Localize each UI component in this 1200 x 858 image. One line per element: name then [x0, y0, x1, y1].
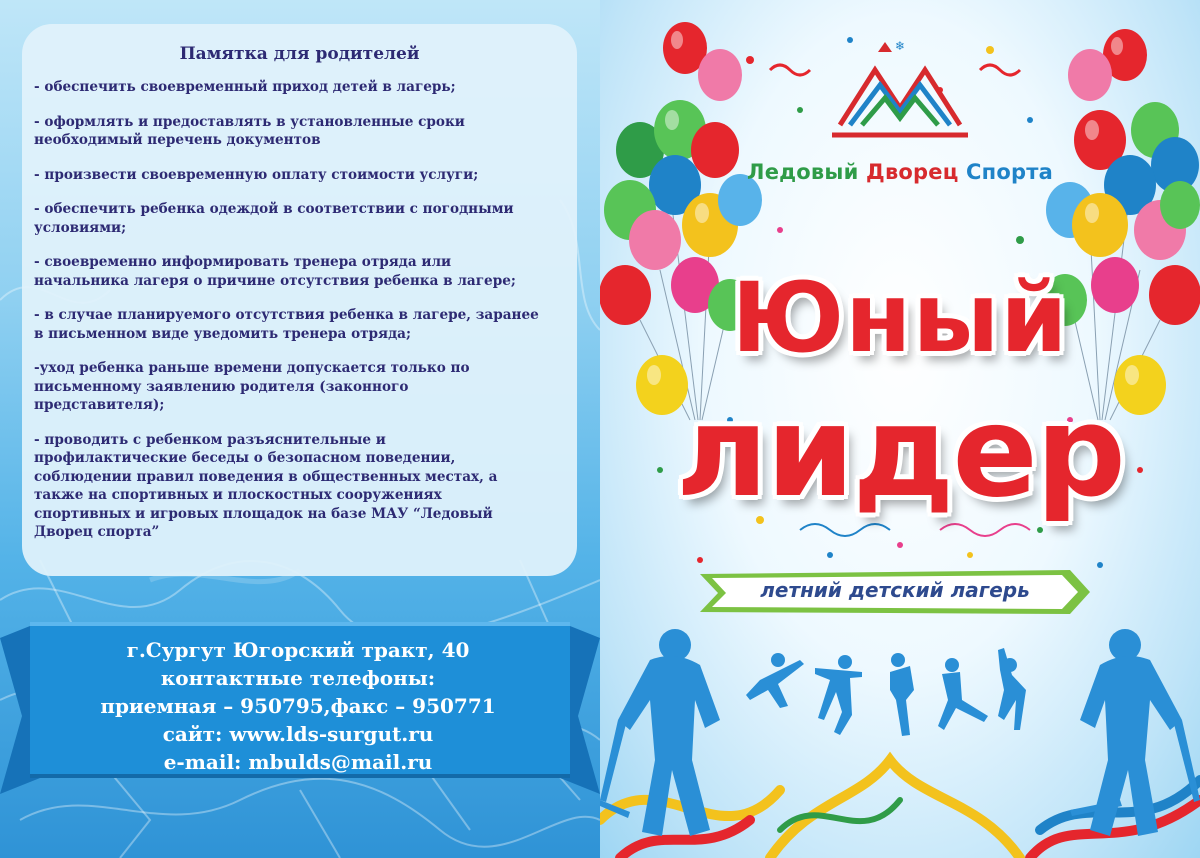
svg-text:❄: ❄ — [894, 39, 906, 53]
logo-mountain-icon — [832, 39, 968, 135]
title-line-1: Юный — [731, 262, 1069, 374]
memo-item: - обеспечить ребенка одеждой в соответствии с погодными условиями; — [34, 201, 514, 236]
subtitle-banner: летний детский лагерь — [760, 578, 1030, 602]
title-line-2: лидер — [676, 378, 1124, 525]
address-line: г.Сургут Югорский тракт, 40 — [126, 638, 470, 662]
skater-icon — [746, 648, 1026, 736]
memo-title: Памятка для родителей — [179, 44, 420, 64]
email-line[interactable]: e-mail: mbulds@mail.ru — [163, 750, 433, 774]
phones-line: приемная – 950795,факс – 950771 — [100, 694, 496, 718]
website-line[interactable]: сайт: www.lds-surgut.ru — [162, 722, 434, 746]
memo-item: - обеспечить своевременный приход детей в лагерь; — [34, 79, 456, 95]
parent-memo-card — [22, 24, 577, 576]
memo-item: - произвести своевременную оплату стоимости услуги; — [34, 166, 479, 183]
hockey-player-icon — [1070, 629, 1200, 836]
phones-label: контактные телефоны: — [160, 666, 436, 690]
memo-item: -уход ребенка раньше времени допускается только по письменному заявлению родителя (законного представителя); — [34, 360, 470, 413]
memo-list — [34, 78, 541, 542]
memo-item: - проводить с ребенком разъяснительные и профилактические беседы о безопасном поведении, соблюдении правил поведения в общественных местах, а также на спортивных и плоскостных сооружениях спортивных и игровых площадок на базе МАУ “Ледовый Дворец спорта” — [34, 431, 498, 540]
right-panel — [600, 0, 1200, 858]
memo-item: - своевременно информировать тренера отряда или начальника лагеря о причине отсутствия ребенка в лагере; — [34, 254, 516, 289]
memo-item: - оформлять и предоставлять в установленные сроки необходимый перечень документов — [34, 113, 465, 148]
logo-text: Ледовый Дворец Спорта — [747, 160, 1053, 184]
memo-item: - в случае планируемого отсутствия ребенка в лагере, заранее в письменном виде уведомить тренера отряда; — [34, 307, 539, 342]
contacts-block — [48, 636, 548, 776]
